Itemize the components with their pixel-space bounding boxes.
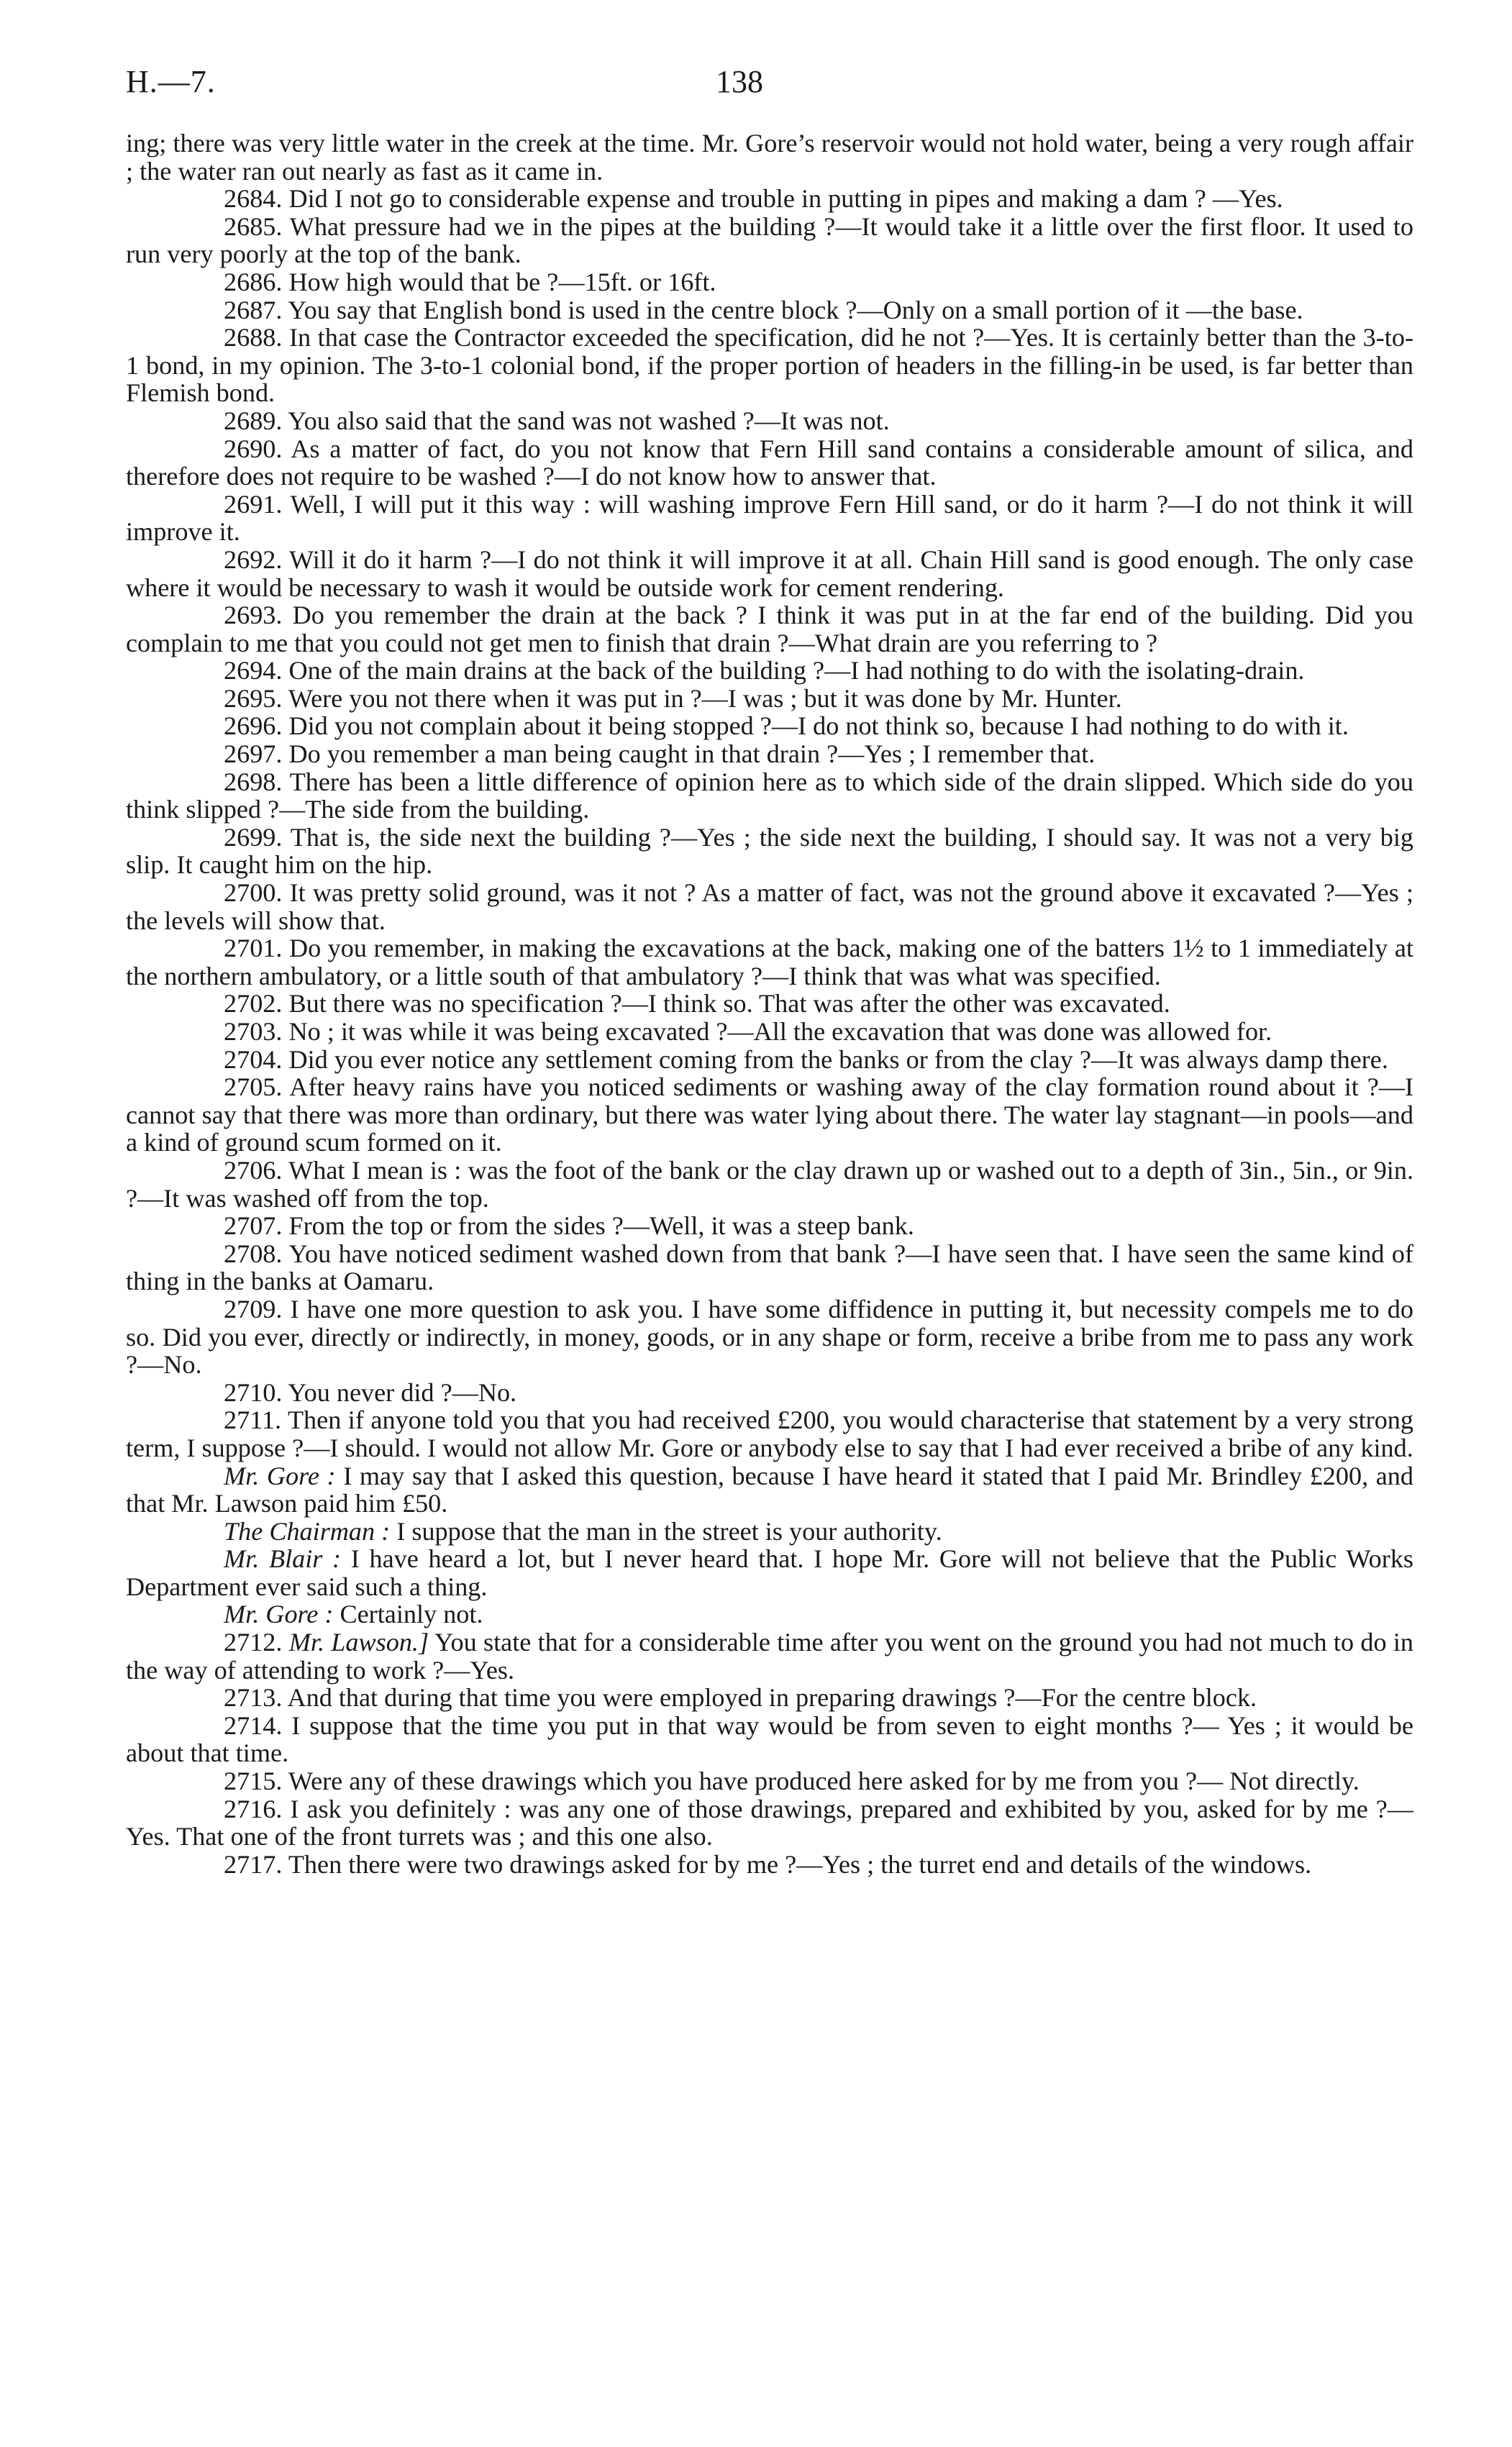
paragraph — [126, 1046, 1413, 1074]
paragraph — [126, 1157, 1413, 1212]
paragraph — [126, 1462, 1413, 1518]
paragraph — [126, 129, 1413, 185]
paragraph-text: 2691. Well, I will put it this way : will washing improve Fern Hill sand, or do it harm ?—I do not think it will improve it. — [126, 489, 1413, 547]
paragraph-text: 2692. Will it do it harm ?—I do not think it will improve it at all. Chain Hill sand is good enough. The only case where it would be necessary to wash it would be outside work for cement rendering. — [126, 544, 1413, 602]
paragraph-text: 2711. Then if anyone told you that you had received £200, you would characterise that statement by a very strong term, I suppose ?—I should. I would not allow Mr. Gore or anybody else to say that I had ever received a bribe of any kind. — [126, 1405, 1413, 1462]
paragraph-text: 2698. There has been a little difference of opinion here as to which side of the drain slipped. Which side do you think slipped ?—The side from the building. — [126, 767, 1413, 824]
paragraph-text: 2709. I have one more question to ask you. I have some diffidence in putting it, but necessity compels me to do so. Did you ever, directly or indirectly, in money, goods, or in any shape or form, receive a bribe from me to pass any work ?—No. — [126, 1294, 1413, 1380]
paragraph-text: 2701. Do you remember, in making the excavations at the back, making one of the batters 1½ to 1 immediately at the northern ambulatory, or a little south of that ambulatory ?—I think that was what was specified. — [126, 934, 1413, 990]
paragraph-text: 2688. In that case the Contractor exceeded the specification, did he not ?—Yes. It is certainly better than the 3-to-1 bond, in my opinion. The 3-to-1 colonial bond, if the proper portion of headers in the filling-in be used, is far better than Flemish bond. — [126, 323, 1413, 408]
paragraph — [126, 824, 1413, 879]
paragraph — [126, 1379, 1413, 1407]
paragraph-text: 2694. One of the main drains at the back of the building ?—I had nothing to do with the isolating-drain. — [224, 656, 1305, 685]
paragraph — [126, 1600, 1413, 1628]
paragraph-text: I suppose that the man in the street is your authority. — [390, 1516, 942, 1546]
paragraph — [126, 1712, 1413, 1767]
paragraph-text: 2708. You have noticed sediment washed down from that bank ?—I have seen that. I have seen the same kind of thing in the banks at Oamaru. — [126, 1239, 1413, 1296]
paragraph-text: 2687. You say that English bond is used in the centre block ?—Only on a small portion of it —the base. — [224, 295, 1303, 324]
paragraph-text: ing; there was very little water in the creek at the time. Mr. Gore’s reservoir would not hold water, being a very rough affair ; the water ran out nearly as fast as it came in. — [126, 129, 1413, 186]
speaker-name: Mr. Lawson.] — [288, 1628, 429, 1657]
paragraph — [126, 491, 1413, 546]
paragraph-text: 2715. Were any of these drawings which you have produced here asked for by me from you ?— Not directly. — [224, 1767, 1360, 1796]
paragraph — [126, 546, 1413, 601]
paragraph-text: 2690. As a matter of fact, do you not know that Fern Hill sand contains a considerable amount of silica, and therefore does not require to be washed ?—I do not know how to answer that. — [126, 434, 1413, 491]
paragraph-text: 2702. But there was no specification ?—I think so. That was after the other was excavated. — [224, 989, 1170, 1019]
paragraph-text: 2706. What I mean is : was the foot of the bank or the clay drawn up or washed out to a depth of 3in., 5in., or 9in. ?—It was washed off from the top. — [126, 1155, 1413, 1213]
paragraph — [126, 768, 1413, 824]
paragraph — [126, 213, 1413, 268]
paragraph — [126, 435, 1413, 491]
speaker-name: The Chairman : — [224, 1516, 391, 1546]
paragraph-text: I have heard a lot, but I never heard that. I hope Mr. Gore will not believe that the Public Works Department ever said such a thing. — [126, 1544, 1414, 1601]
paragraph-text: 2710. You never did ?—No. — [224, 1377, 517, 1407]
paragraph — [126, 1684, 1413, 1712]
paragraph-text: 2716. I ask you definitely : was any one of those drawings, prepared and exhibited by you, asked for by me ?—Yes. That one of the front turrets was ; and this one also. — [126, 1794, 1413, 1851]
paragraph — [126, 934, 1413, 990]
paragraph-text: 2707. From the top or from the sides ?—Well, it was a steep bank. — [224, 1211, 914, 1241]
paragraph-text: 2696. Did you not complain about it being stopped ?—I do not think so, because I had nothing to do with it. — [224, 711, 1349, 741]
paragraph — [126, 296, 1413, 324]
paragraph — [126, 1073, 1413, 1157]
paragraph — [126, 1406, 1413, 1462]
paragraph — [126, 879, 1413, 934]
paragraph-text: 2697. Do you remember a man being caught in that drain ?—Yes ; I remember that. — [224, 739, 1096, 769]
paragraph-text: 2689. You also said that the sand was not washed ?—It was not. — [224, 406, 890, 435]
paragraph-text: I may say that I asked this question, because I have heard it stated that I paid Mr. Brindley £200, and that Mr. Lawson paid him £50. — [126, 1461, 1413, 1518]
paragraph — [126, 1018, 1413, 1046]
paragraph-text: 2699. That is, the side next the building ?—Yes ; the side next the building, I should say. It was not a very big slip. It caught him on the hip. — [126, 822, 1413, 880]
speaker-name: Mr. Gore : — [224, 1600, 334, 1629]
paragraph — [126, 407, 1413, 435]
paragraph-text: 2717. Then there were two drawings asked for by me ?—Yes ; the turret end and details of the windows. — [224, 1849, 1312, 1879]
paragraph — [126, 740, 1413, 768]
document-body — [126, 129, 1413, 1878]
paragraph — [126, 268, 1413, 296]
page-number: 138 — [716, 64, 763, 99]
paragraph-text: 2695. Were you not there when it was put in ?—I was ; but it was done by Mr. Hunter. — [224, 683, 1122, 713]
paragraph-text: 2685. What pressure had we in the pipes at the building ?—It would take it a little over the first floor. It used to run very poorly at the top of the bank. — [126, 211, 1413, 269]
question-number: 2712. — [224, 1628, 289, 1657]
paragraph-text: 2700. It was pretty solid ground, was it not ? As a matter of fact, was not the ground above it excavated ?—Yes ; the levels will show that. — [126, 878, 1413, 935]
page-header — [126, 58, 1413, 129]
paragraph — [126, 990, 1413, 1018]
paragraph — [126, 1795, 1413, 1851]
paragraph-text: Certainly not. — [333, 1600, 483, 1629]
paragraph — [126, 712, 1413, 740]
paragraph — [126, 185, 1413, 213]
paragraph-text: 2713. And that during that time you were employed in preparing drawings ?—For the centre block. — [224, 1683, 1257, 1713]
paragraph — [126, 1518, 1413, 1546]
paragraph — [126, 1212, 1413, 1240]
paragraph-text: 2693. Do you remember the drain at the back ? I think it was put in at the far end of the building. Did you complain to me that you could not get men to finish that drain ?—What drain are you referring to ? — [126, 601, 1413, 657]
paragraph-text: You state that for a considerable time after you went on the ground you had not much to do in the way of attending to work ?—Yes. — [126, 1628, 1413, 1685]
paragraph — [126, 657, 1413, 685]
speaker-name: Mr. Gore : — [224, 1461, 336, 1490]
speaker-name: Mr. Blair : — [224, 1544, 342, 1574]
paragraph-text: 2705. After heavy rains have you noticed sediments or washing away of the clay formation round about it ?—I cannot say that there was more than ordinary, but there was water lying about there. The water lay stagnant—in pools—and a kind of ground scum formed on it. — [126, 1072, 1413, 1157]
paragraph-text: 2684. Did I not go to considerable expense and trouble in putting in pipes and making a dam ? —Yes. — [224, 184, 1283, 214]
paragraph — [126, 685, 1413, 713]
paragraph — [126, 324, 1413, 407]
paragraph — [126, 1851, 1413, 1879]
document-page — [126, 58, 1413, 2424]
paragraph — [126, 1628, 1413, 1684]
paragraph — [126, 1767, 1413, 1795]
paragraph — [126, 1545, 1413, 1600]
paragraph-text: 2704. Did you ever notice any settlement coming from the banks or from the clay ?—It was always damp there. — [224, 1044, 1388, 1074]
paragraph-text: 2703. No ; it was while it was being excavated ?—All the excavation that was done was allowed for. — [224, 1017, 1272, 1046]
paragraph — [126, 1240, 1413, 1295]
document-reference: H.—7. — [126, 64, 216, 99]
paragraph — [126, 1295, 1413, 1379]
paragraph — [126, 601, 1413, 657]
paragraph-text: 2714. I suppose that the time you put in that way would be from seven to eight months ?— Yes ; it would be about that time. — [126, 1710, 1413, 1768]
paragraph-text: 2686. How high would that be ?—15ft. or 16ft. — [224, 267, 716, 296]
